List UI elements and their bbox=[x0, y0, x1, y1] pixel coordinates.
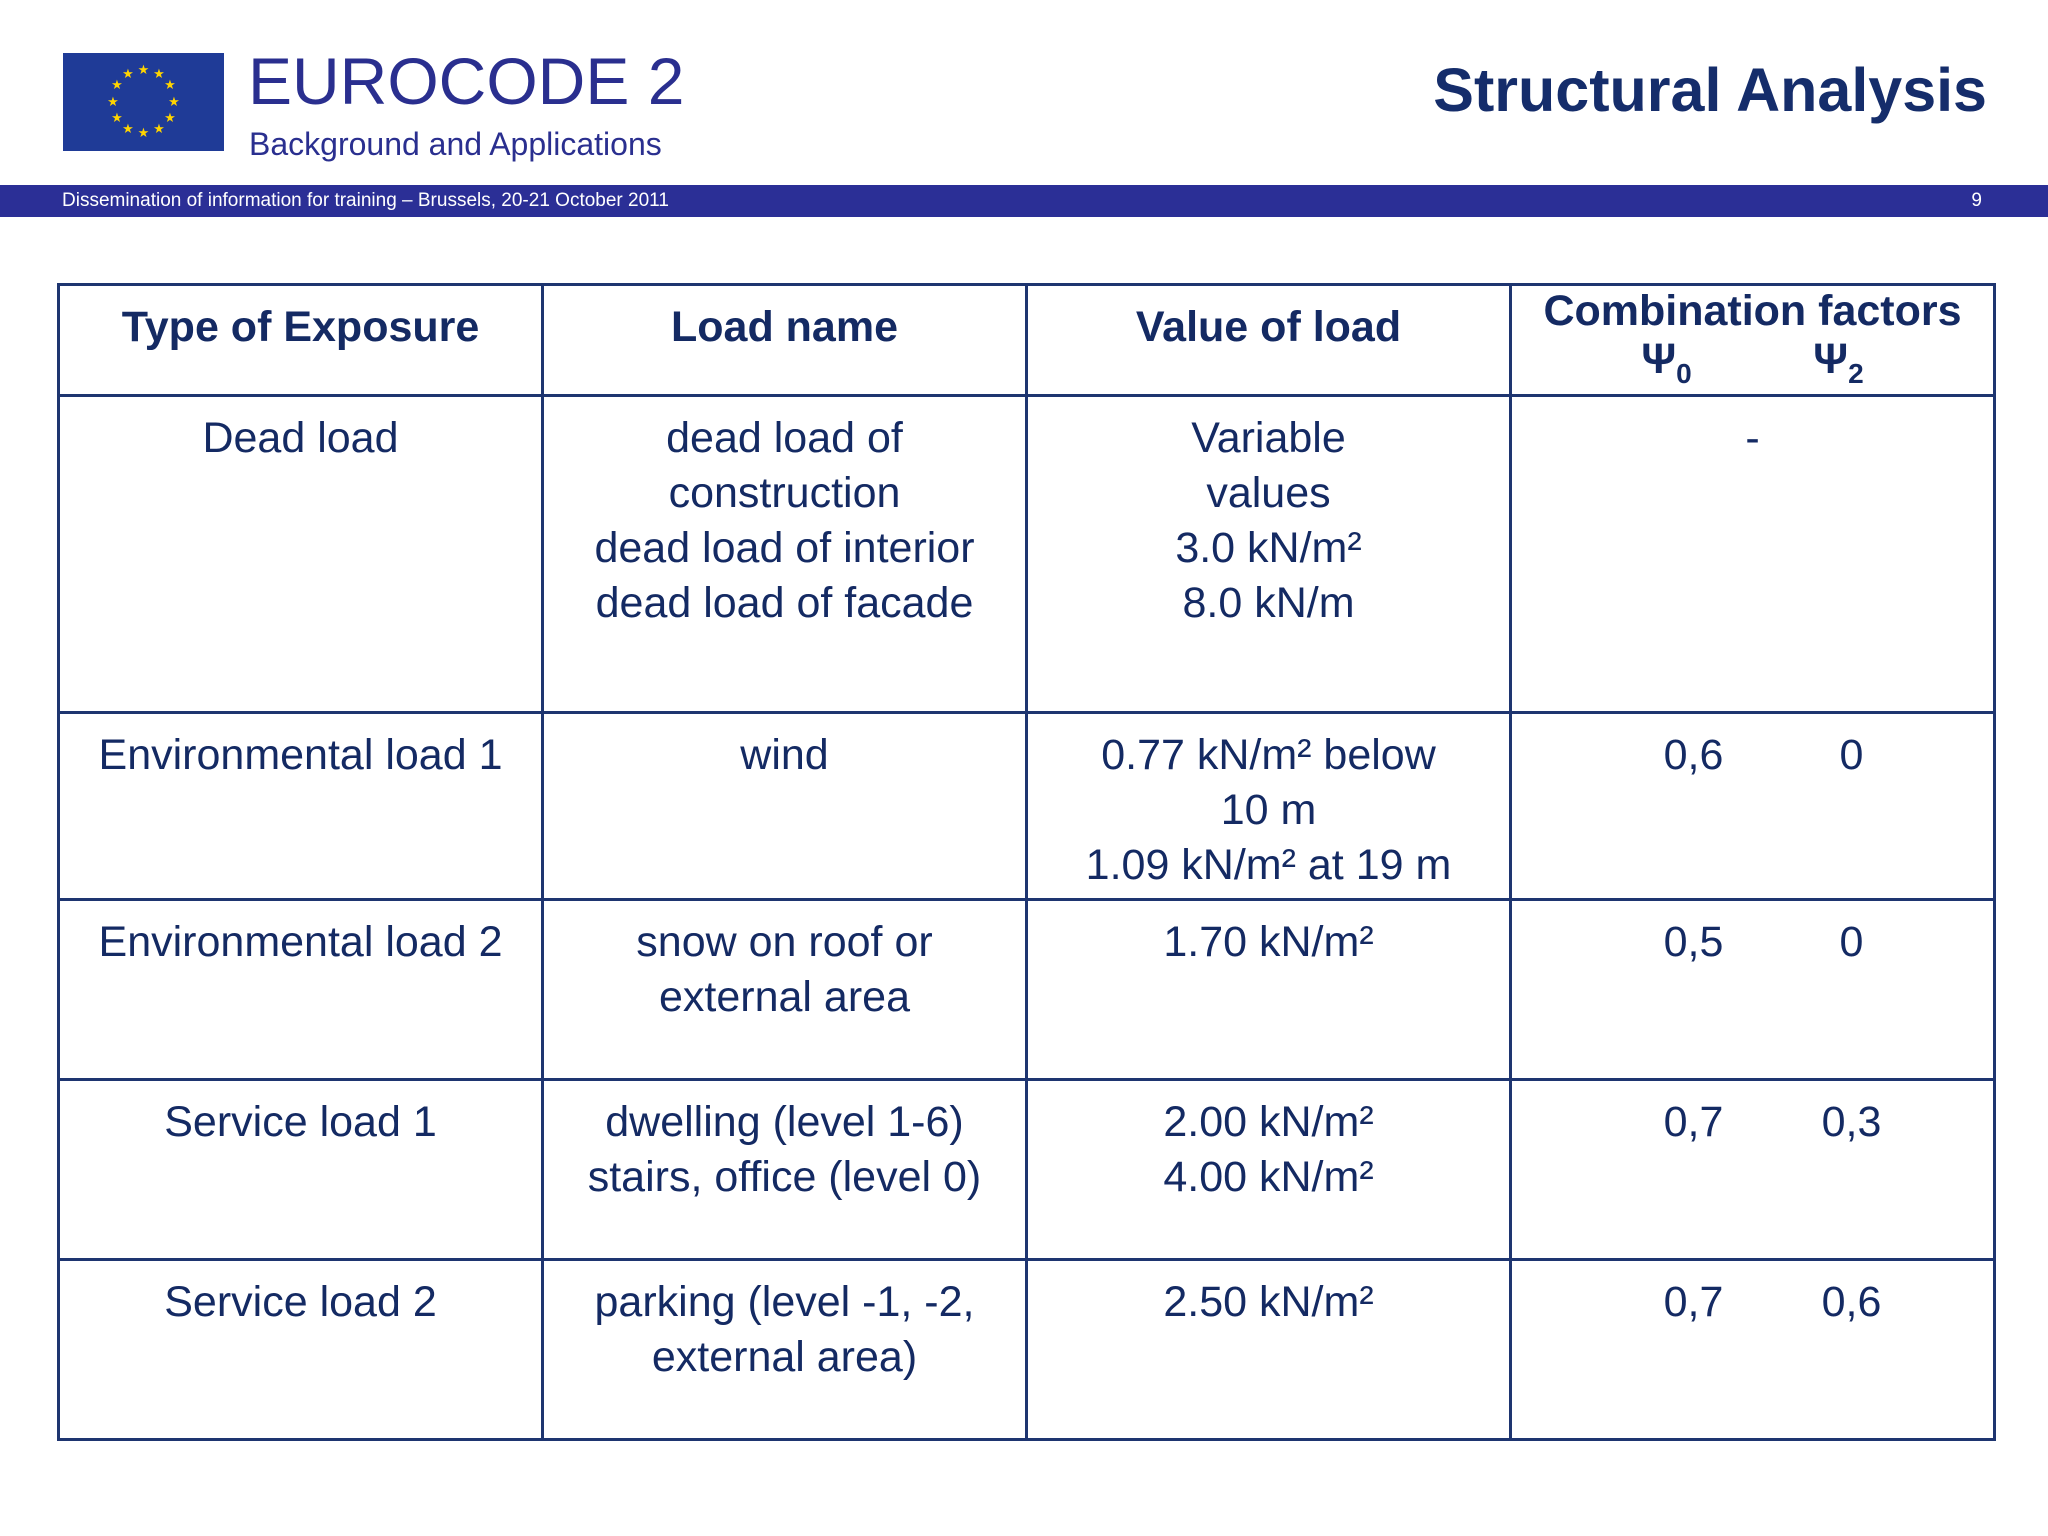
header-value: Value of load bbox=[1027, 285, 1511, 396]
cell-type: Environmental load 1 bbox=[59, 713, 543, 900]
value-line: 1.70 kN/m² bbox=[1163, 918, 1374, 966]
psi0-subscript: 0 bbox=[1676, 358, 1692, 389]
psi2-value: 0 bbox=[1839, 918, 1864, 966]
value-line: 2.50 kN/m² bbox=[1163, 1278, 1374, 1326]
psi0-symbol bbox=[1587, 334, 1747, 389]
svg-text:★: ★ bbox=[137, 63, 150, 78]
cell-name bbox=[543, 900, 1027, 1080]
value-line: 1.09 kN/m² at 19 m bbox=[1085, 841, 1452, 889]
psi2-value: 0 bbox=[1839, 731, 1864, 779]
value-line: 4.00 kN/m² bbox=[1163, 1153, 1374, 1201]
combination-title: Combination factors bbox=[1543, 287, 1962, 335]
svg-text:★: ★ bbox=[153, 122, 165, 137]
combination-factors bbox=[1518, 1095, 1987, 1150]
svg-text:★: ★ bbox=[137, 126, 150, 141]
header-combination bbox=[1511, 285, 1995, 396]
table-row bbox=[59, 713, 1995, 900]
svg-text:★: ★ bbox=[164, 111, 176, 126]
psi2-value: 0,3 bbox=[1821, 1098, 1882, 1146]
svg-text:★: ★ bbox=[153, 67, 165, 82]
svg-text:★: ★ bbox=[111, 78, 123, 93]
value-line: 10 m bbox=[1220, 786, 1317, 834]
cell-value bbox=[1027, 1080, 1511, 1260]
cell-type: Service load 1 bbox=[59, 1080, 543, 1260]
table-row bbox=[59, 396, 1995, 713]
svg-text:★: ★ bbox=[122, 67, 134, 82]
combination-factors bbox=[1518, 1275, 1987, 1330]
cell-type: Environmental load 2 bbox=[59, 900, 543, 1080]
header-row bbox=[59, 285, 1995, 396]
combination-dash: - bbox=[1745, 414, 1760, 462]
svg-text:★: ★ bbox=[164, 78, 176, 93]
cell-type: Service load 2 bbox=[59, 1260, 543, 1440]
svg-text:★: ★ bbox=[122, 122, 134, 137]
psi2-subscript: 2 bbox=[1848, 358, 1864, 389]
brand-subtitle: Background and Applications bbox=[249, 126, 662, 162]
value-line: 0.77 kN/m² below bbox=[1101, 731, 1436, 779]
psi0-letter: Ψ bbox=[1641, 335, 1677, 383]
header-name: Load name bbox=[543, 285, 1027, 396]
psi0-value: 0,7 bbox=[1663, 1278, 1724, 1326]
svg-text:★: ★ bbox=[107, 95, 119, 110]
cell-type: Dead load bbox=[59, 396, 543, 713]
cell-value bbox=[1027, 900, 1511, 1080]
psi2-symbol bbox=[1758, 334, 1918, 389]
name-line: dead load of bbox=[666, 414, 903, 462]
cell-name bbox=[543, 396, 1027, 713]
section-title: Structural Analysis bbox=[1433, 56, 1987, 124]
psi2-value: 0,6 bbox=[1821, 1278, 1882, 1326]
value-line: 8.0 kN/m bbox=[1182, 579, 1355, 627]
dissemination-note: Dissemination of information for training – Brussels, 20-21 October 2011 bbox=[62, 190, 669, 211]
cell-value bbox=[1027, 1260, 1511, 1440]
name-line: snow on roof or bbox=[636, 918, 933, 966]
page-number: 9 bbox=[1971, 190, 1982, 211]
cell-value bbox=[1027, 396, 1511, 713]
cell-name bbox=[543, 713, 1027, 900]
svg-text:★: ★ bbox=[111, 111, 123, 126]
psi0-value: 0,7 bbox=[1663, 1098, 1724, 1146]
cell-combination bbox=[1511, 1080, 1995, 1260]
name-line: external area bbox=[659, 973, 910, 1021]
name-line: parking (level -1, -2, bbox=[594, 1278, 975, 1326]
cell-value bbox=[1027, 713, 1511, 900]
value-line: values bbox=[1206, 469, 1331, 517]
name-line: stairs, office (level 0) bbox=[587, 1153, 982, 1201]
psi0-value: 0,5 bbox=[1663, 918, 1724, 966]
cell-combination bbox=[1511, 396, 1995, 713]
cell-combination bbox=[1511, 900, 1995, 1080]
name-line: wind bbox=[740, 731, 829, 779]
value-line: 3.0 kN/m² bbox=[1175, 524, 1362, 572]
table-row bbox=[59, 1080, 1995, 1260]
combination-factors bbox=[1518, 915, 1987, 970]
table-row bbox=[59, 1260, 1995, 1440]
psi-symbols bbox=[1518, 334, 1987, 389]
value-line: 2.00 kN/m² bbox=[1163, 1098, 1374, 1146]
header-type: Type of Exposure bbox=[59, 285, 543, 396]
value-line: Variable bbox=[1191, 414, 1346, 462]
cell-name bbox=[543, 1260, 1027, 1440]
loads-table bbox=[57, 283, 1996, 1441]
combination-factors bbox=[1518, 728, 1987, 783]
table-row bbox=[59, 900, 1995, 1080]
info-band bbox=[0, 185, 2048, 217]
name-line: external area) bbox=[651, 1333, 918, 1381]
psi2-letter: Ψ bbox=[1813, 335, 1849, 383]
brand-title: EUROCODE 2 bbox=[248, 44, 685, 118]
cell-combination bbox=[1511, 713, 1995, 900]
svg-text:★: ★ bbox=[168, 95, 180, 110]
name-line: construction bbox=[668, 469, 901, 517]
name-line: dead load of interior bbox=[594, 524, 975, 572]
cell-name bbox=[543, 1080, 1027, 1260]
name-line: dwelling (level 1-6) bbox=[605, 1098, 964, 1146]
cell-combination bbox=[1511, 1260, 1995, 1440]
psi0-value: 0,6 bbox=[1663, 731, 1724, 779]
name-line: dead load of facade bbox=[595, 579, 974, 627]
eu-flag-icon bbox=[63, 53, 224, 151]
